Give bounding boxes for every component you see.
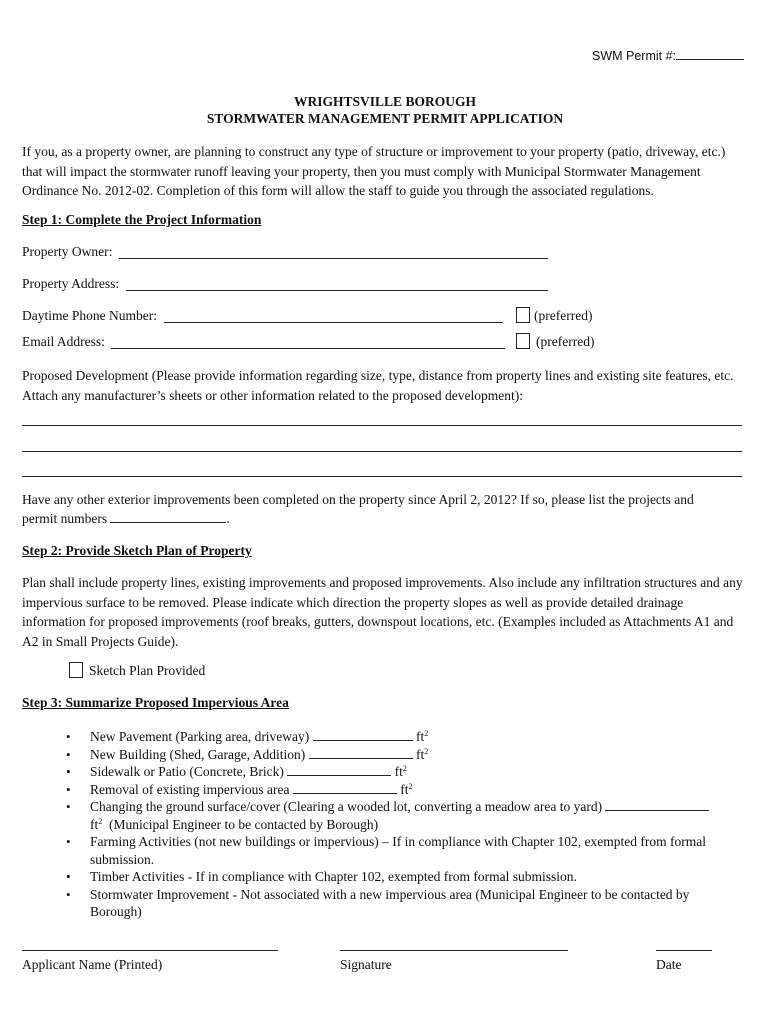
permit-number-label: SWM Permit #: bbox=[592, 48, 744, 63]
list-item: • Farming Activities (not new buildings or impervious) – If in compliance with Chapter 102, exempted from formal submission. bbox=[22, 833, 742, 868]
sketch-plan-label: Sketch Plan Provided bbox=[89, 663, 206, 678]
list-item: • New Building (Shed, Garage, Addition) $ft^2$ bbox=[22, 746, 742, 764]
phone-preferred-checkbox[interactable] bbox=[516, 307, 530, 323]
list-item: • New Pavement (Parking area, driveway) $ft^2$ bbox=[22, 728, 742, 746]
email-preferred-label: (preferred) bbox=[536, 334, 595, 349]
sketch-plan-checkbox[interactable] bbox=[69, 662, 83, 678]
development-line-2[interactable] bbox=[22, 451, 742, 452]
date-label: Date bbox=[656, 957, 682, 972]
property-address-label: Property Address: bbox=[22, 276, 120, 291]
list-item: • Stormwater Improvement - Not associated with a new impervious area (Municipal Engineer to be contacted by Borough) bbox=[22, 886, 742, 921]
sketch-plan-text: Plan shall include property lines, existing improvements and proposed improvements. Also include any infiltration structures and any impervious surface to be removed. Please indicate which direction the property slopes as well as provide detailed drainage information for proposed improvements (roof breaks, gutters, downspout locations, etc. (Examples included as Attachments A1 and A2 in Small Projects Guide). bbox=[22, 575, 743, 649]
applicant-name-field[interactable] bbox=[22, 950, 278, 951]
application-title: STORMWATER MANAGEMENT PERMIT APPLICATION bbox=[206, 111, 564, 126]
borough-title: WRIGHTSVILLE BOROUGH bbox=[294, 94, 476, 109]
step1-heading: Step 1: Complete the Project Information bbox=[22, 212, 262, 227]
list-item: • Timber Activities - If in compliance with Chapter 102, exempted from formal submission. bbox=[22, 868, 742, 886]
removal-impervious-field[interactable] bbox=[293, 782, 397, 794]
permit-numbers-field[interactable] bbox=[110, 511, 226, 523]
property-address-field[interactable] bbox=[126, 290, 548, 291]
new-building-field[interactable] bbox=[309, 747, 413, 759]
email-preferred-checkbox[interactable] bbox=[516, 333, 530, 349]
phone-label: Daytime Phone Number: bbox=[22, 308, 157, 323]
list-item: • Removal of existing impervious area $ft^2$ bbox=[22, 781, 742, 799]
step3-heading: Step 3: Summarize Proposed Impervious Area bbox=[22, 695, 289, 710]
date-field[interactable] bbox=[656, 950, 712, 951]
development-line-1[interactable] bbox=[22, 425, 742, 426]
step2-heading: Step 2: Provide Sketch Plan of Property bbox=[22, 543, 252, 558]
impervious-area-list bbox=[22, 728, 742, 921]
intro-paragraph: If you, as a property owner, are planning to construct any type of structure or improvement to your property (patio, driveway, etc.) that will impact the stormwater runoff leaving your property, then you must comply with Municipal Stormwater Management Ordinance No. 2012-02. Completion of this form will allow the staff to guide you through the associated regulations. bbox=[22, 144, 726, 198]
signature-field[interactable] bbox=[340, 950, 568, 951]
phone-field[interactable] bbox=[164, 322, 503, 323]
other-improvements-question: Have any other exterior improvements been completed on the property since April 2, 2012? If so, please list the projects and bbox=[22, 492, 694, 507]
signature-label: Signature bbox=[340, 957, 392, 972]
property-owner-label: Property Owner: bbox=[22, 244, 113, 259]
new-pavement-field[interactable] bbox=[313, 729, 413, 741]
sidewalk-patio-field[interactable] bbox=[287, 764, 391, 776]
applicant-name-label: Applicant Name (Printed) bbox=[22, 957, 163, 972]
ground-surface-field[interactable] bbox=[605, 799, 709, 811]
email-field[interactable] bbox=[111, 348, 505, 349]
list-item: • Sidewalk or Patio (Concrete, Brick) $ft^2$ bbox=[22, 763, 742, 781]
proposed-development-text: Proposed Development (Please provide information regarding size, type, distance from property lines and existing site features, etc. Attach any manufacturer’s sheets or other information related to the proposed development): bbox=[22, 368, 734, 403]
list-item: • Changing the ground surface/cover (Clearing a wooded lot, converting a meadow area to yard) $ft^2$ (Municipal Engineer to be contacted by Borough) bbox=[22, 798, 742, 833]
property-owner-field[interactable] bbox=[119, 258, 548, 259]
email-label: Email Address: bbox=[22, 334, 105, 349]
development-line-3[interactable] bbox=[22, 476, 742, 477]
phone-preferred-label: (preferred) bbox=[534, 308, 593, 323]
permit-number-field[interactable] bbox=[676, 48, 744, 60]
permit-numbers-label: permit numbers . bbox=[22, 511, 230, 526]
